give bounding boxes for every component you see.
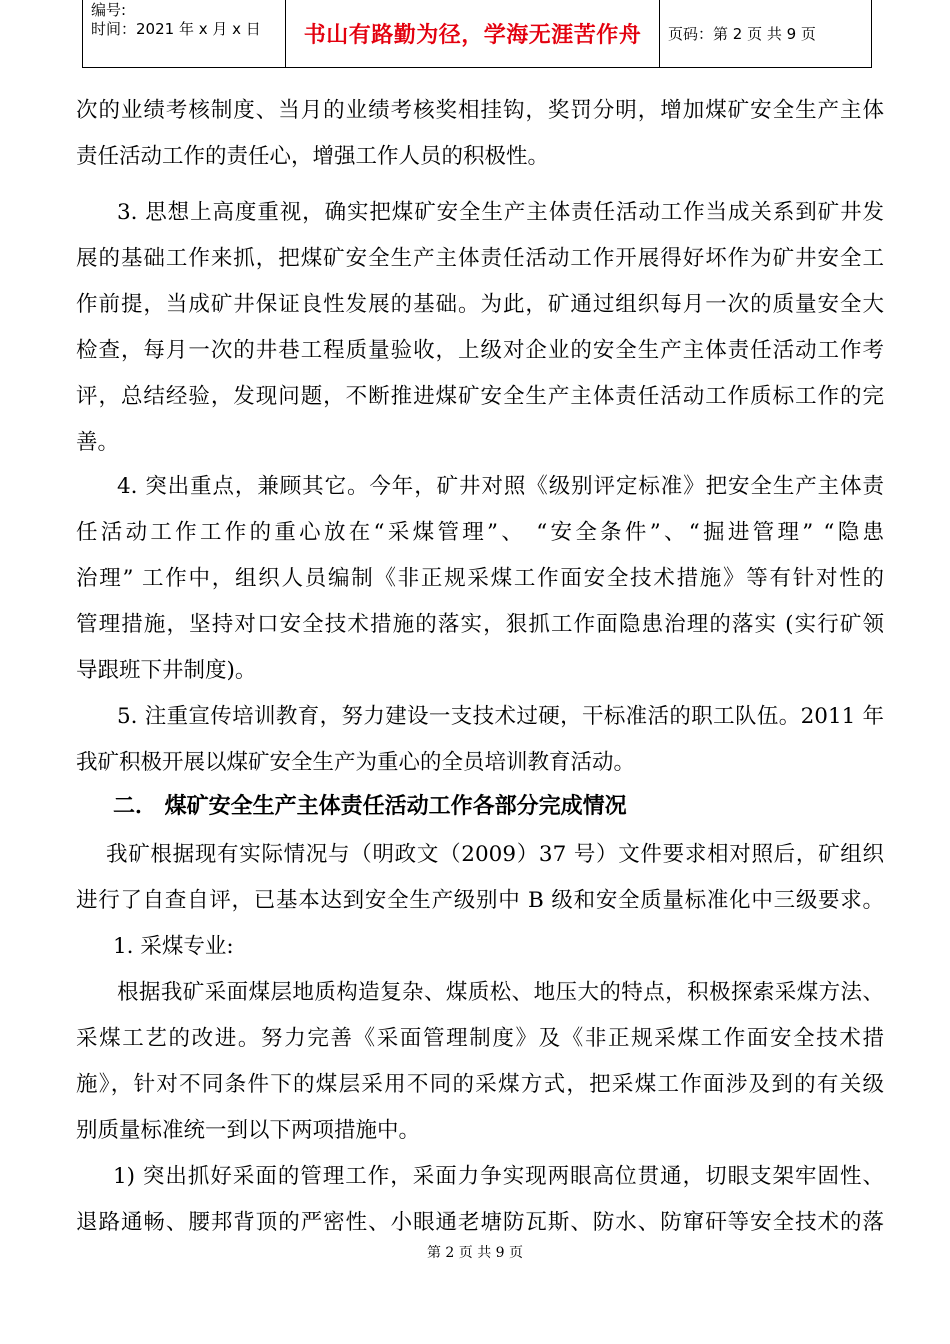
text-line: 善。 [76,430,120,455]
header-page-number: 页码：第 2 页 共 9 页 [668,25,816,43]
page-footer: 第 2 页 共 9 页 [426,1245,524,1261]
text-line: 别质量标准统一到以下两项措施中。 [76,1118,421,1143]
text-line: 5. 注重宣传培训教育，努力建设一支技术过硬，干标准活的职工队伍。2011 年 [117,704,884,729]
text-line: 进行了自查自评，已基本达到安全生产级别中 B 级和安全质量标准化中三级要求。 [76,888,884,913]
text-line: 责任活动工作的责任心，增强工作人员的积极性。 [76,144,550,169]
text-line: 采煤工艺的改进。努力完善《采面管理制度》及《非正规采煤工作面安全技术措 [76,1026,884,1051]
text-line: 根据我矿采面煤层地质构造复杂、煤质松、地压大的特点，积极探索采煤方法、 [117,980,884,1005]
text-line: 导跟班下井制度)。 [76,658,257,683]
text-line: 4. 突出重点，兼顾其它。今年，矿井对照《级别评定标准》把安全生产主体责 [117,474,884,499]
text-line: 评，总结经验，发现问题，不断推进煤矿安全生产主体责任活动工作质标工作的完 [76,384,884,409]
text-line: 我矿积极开展以煤矿安全生产为重心的全员培训教育活动。 [76,750,636,775]
text-line: 1) 突出抓好采面的管理工作，采面力争实现两眼高位贯通，切眼支架牢固性、 [113,1164,884,1189]
text-line: 展的基础工作来抓，把煤矿安全生产主体责任活动工作开展得好坏作为矿井安全工 [76,246,884,271]
text-line: 管理措施，坚持对口安全技术措施的落实，狠抓工作面隐患治理的落实 (实行矿领 [76,612,884,637]
text-line: 次的业绩考核制度、当月的业绩考核奖相挂钩，奖罚分明，增加煤矿安全生产主体 [76,98,884,123]
text-line: 施》，针对不同条件下的煤层采用不同的采煤方式，把采煤工作面涉及到的有关级 [76,1072,884,1097]
document-date-label: 时间：2021 年 x 月 x 日 [91,20,261,38]
text-line: 作前提，当成矿井保证良性发展的基础。为此，矿通过组织每月一次的质量安全大 [76,292,884,317]
text-line: 3. 思想上高度重视，确实把煤矿安全生产主体责任活动工作当成关系到矿井发 [117,200,884,225]
text-line: 退路通畅、腰邦背顶的严密性、小眼通老塘防瓦斯、防水、防窜矸等安全技术的落 [76,1210,884,1235]
text-line: 检查，每月一次的井巷工程质量验收，上级对企业的安全生产主体责任活动工作考 [76,338,884,363]
text-line: 任活动工作工作的重心放在“采煤管理”、 “安全条件”、“掘进管理” “隐患 [76,520,884,545]
header-meta [83,0,286,67]
text-line: 我矿根据现有实际情况与（明政文（2009）37 号）文件要求相对照后，矿组织 [106,842,884,867]
header-motto: 书山有路勤为径，学海无涯苦作舟 [286,0,660,67]
page-header [82,0,872,68]
document-number-label: 编号: [91,1,127,19]
text-line: 治理” 工作中，组织人员编制《非正规采煤工作面安全技术措施》等有针对性的 [76,566,884,591]
section-heading: 二． 煤矿安全生产主体责任活动工作各部分完成情况 [113,794,627,819]
subsection-heading: 1. 采煤专业: [113,934,234,959]
